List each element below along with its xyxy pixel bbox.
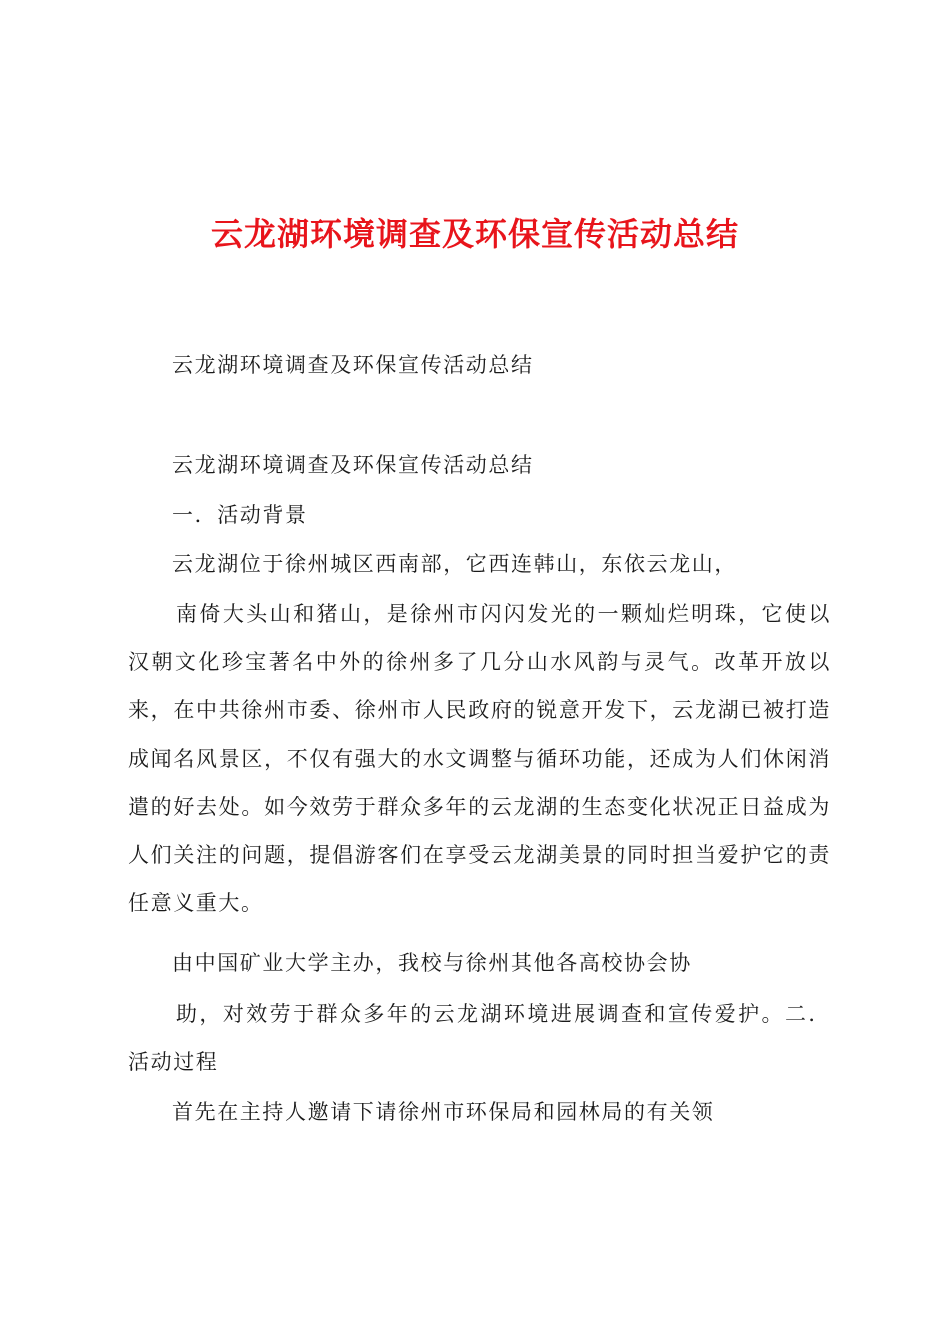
- paragraph-2-body: 助，对效劳于群众多年的云龙湖环境进展调查和宣传爱护。二．活动过程: [128, 1002, 831, 1075]
- section-heading-background: 一．活动背景: [172, 503, 308, 527]
- paragraph-1-body: 南倚大头山和猪山，是徐州市闪闪发光的一颗灿烂明珠，它使以汉朝文化珍宝著名中外的徐州多了几分山水风韵与灵气。改革开放以来，在中共徐州市委、徐州市人民政府的锐意开发下，云龙湖已被打造成闻名风景区，不仅有强大的水文调整与循环功能，还成为人们休闲消遣的好去处。如今效劳于群众多年的云龙湖的生态变化状况正日益成为人们关注的问题，提倡游客们在享受云龙湖美景的同时担当爱护它的责任意义重大。: [128, 602, 831, 916]
- paragraph-1-first-line: 云龙湖位于徐州城区西南部，它西连韩山，东依云龙山，: [172, 552, 737, 576]
- paragraph-3-first-line: 首先在主持人邀请下请徐州市环保局和园林局的有关领: [172, 1100, 715, 1124]
- document-title: 云龙湖环境调查及环保宣传活动总结: [210, 215, 739, 253]
- subtitle-line-1: 云龙湖环境调查及环保宣传活动总结: [172, 353, 534, 377]
- subtitle-line-2: 云龙湖环境调查及环保宣传活动总结: [172, 453, 534, 477]
- paragraph-2-first-line: 由中国矿业大学主办，我校与徐州其他各高校协会协: [172, 951, 692, 975]
